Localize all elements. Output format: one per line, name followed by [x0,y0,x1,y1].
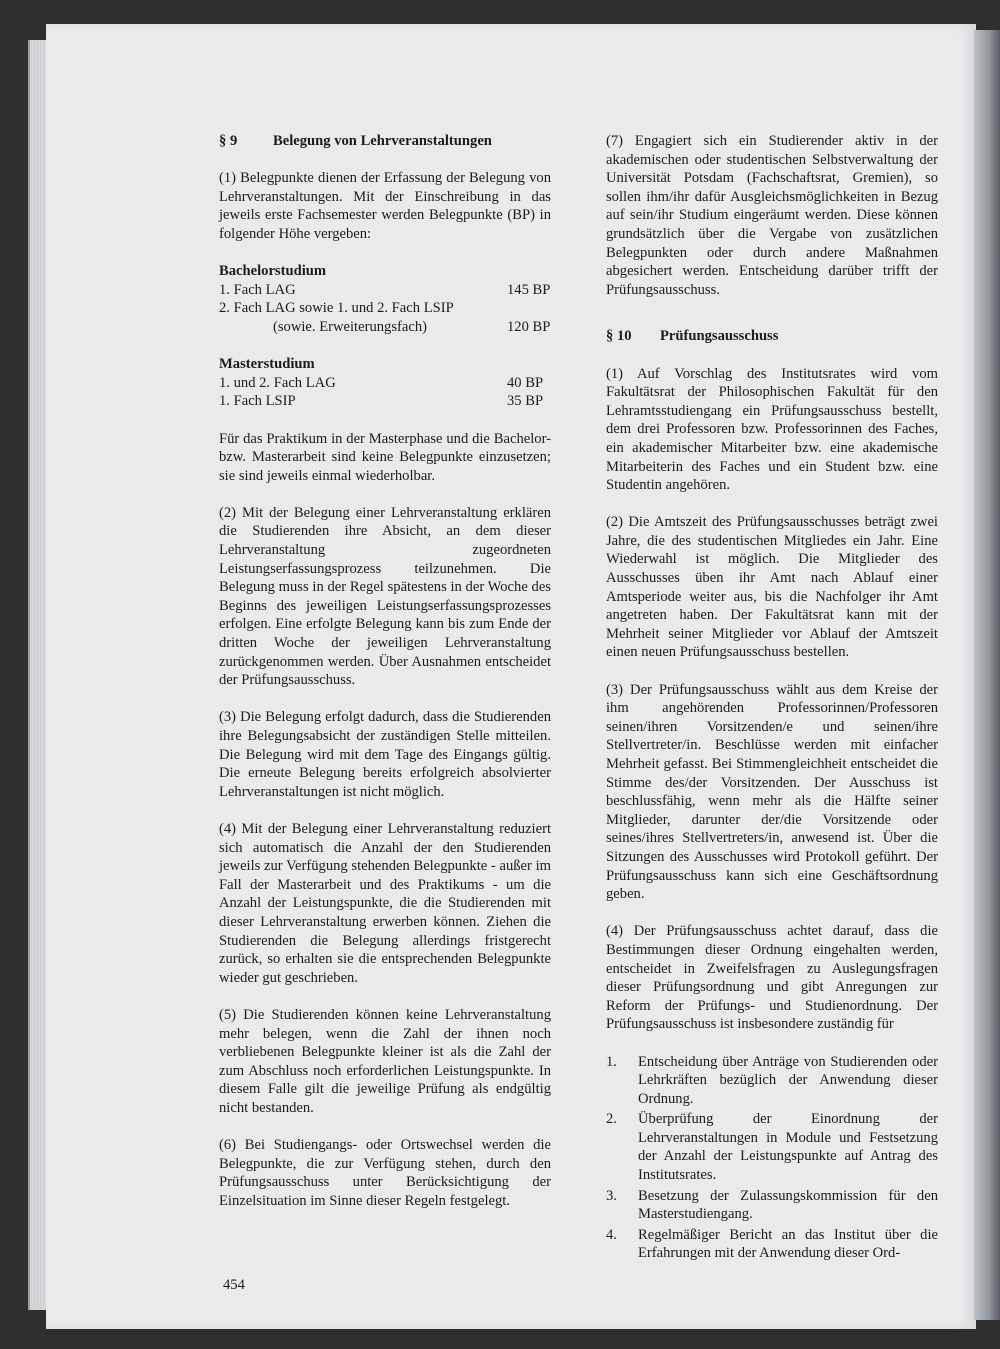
paragraph: (7) Engagiert sich ein Studierender aktiv in der akademischen oder studentischen Selbstverwaltung der Universität Potsdam (Fachschaftsrat, Gremien), so sollen ihm/ihr dafür Ausgleichsmöglichkeiten in Bezug auf sein/ihr Studium eingeräumt werden. Diese können grundsätzlich über die Vergabe von zusätzlichen Belegpunkten oder durch andere Maßnahmen abgesichert werden. Entscheidung darüber trifft der Prüfungsausschuss. [606,133,938,298]
list-text: Überprüfung der Einordnung der Lehrveranstaltungen in Module und Festsetzung der Anzahl der Leistungspunkte auf Antrag des Institutsrates. [638,1111,938,1184]
paragraph: (3) Der Prüfungsausschuss wählt aus dem Kreise der ihm angehörenden Professorinnen/Professoren seinen/ihren Vorsitzenden/e und seinen/ihre Stellvertreter/in. Beschlüsse werden mit einfacher Mehrheit gefasst. Bei Stimmengleichheit entscheidet die Stimme des/der Vorsitzenden. Der Ausschuss ist beschlussfähig, wenn mehr als die Hälfte seiner Mitglieder, darunter der/die Vorsitzende oder seines/ihres Stellvertreters/in, anwesend ist. Über die Sitzungen des Ausschusses wird Protokoll geführt. Der Prüfungsausschuss kann sich eine Geschäftsordnung geben. [606,681,938,903]
section-title: Belegung von Lehrveranstaltungen [273,133,492,149]
bp-row [219,374,551,393]
paragraph: (1) Auf Vorschlag des Institutsrates wird vom Fakultätsrat der Philosophischen Fakultät für den Lehramtsstudiengang ein Prüfungsausschuss bestellt, dem drei Professoren bzw. Professorinnen des Faches, ein akademischer Mitarbeiter bzw. eine akademische Mitarbeiterin des Faches und ein Student bzw. eine Studentin angehören. [606,365,938,494]
book-spine-shadow [974,30,1000,1320]
bp-value: 40 BP [507,374,544,391]
list-text: Besetzung der Zulassungskommission für den Masterstudiengang. [638,1187,938,1223]
bp-label: 1. Fach LAG [219,281,296,298]
paragraph: Für das Praktikum in der Masterphase und die Bachelor- bzw. Masterarbeit sind keine Belegpunkte einzusetzen; sie sind jeweils einmal wiederholbar. [219,430,551,484]
list-number: 4. [606,1226,617,1243]
list-number: 3. [606,1187,617,1204]
paragraph: (3) Die Belegung erfolgt dadurch, dass die Studierenden ihre Belegungsabsicht der zuständigen Stelle mitteilen. Die Belegung wird mit dem Tage des Eingangs gültig. Die erneute Belegung bereits erfolgreich absolvierter Lehrveranstaltungen ist nicht möglich. [219,709,551,800]
paragraph: (4) Mit der Belegung einer Lehrveranstaltung reduziert sich automatisch die Anzahl der den Studierenden jeweils zur Verfügung stehenden Belegpunkte - außer im Fall der Masterarbeit und des Praktikums - um die Anzahl der Leistungspunkte, die die Studierenden mit dieser Lehrveranstaltung erwerben können. Ziehen die Studierenden die Belegung allerdings fristgerecht zurück, so erhalten sie die entsprechenden Belegpunkte wieder gut geschrieben. [219,820,551,986]
bachelor-title: Bachelorstudium [219,263,327,280]
paragraph: (4) Der Prüfungsausschuss achtet darauf, dass die Bestimmungen dieser Ordnung eingehalten werden, entscheidet in Zweifelsfragen zu Auslegungsfragen dieser Prüfungsordnung und gibt Anregungen zur Reform der Prüfungs- und Studienordnung. Der Prüfungsausschuss ist insbesondere zuständig für [606,923,938,1033]
bp-value: 35 BP [507,393,544,410]
bp-label: 1. und 2. Fach LAG [219,374,336,391]
section-9-heading [219,132,551,151]
paragraph: (2) Mit der Belegung einer Lehrveranstaltung erklären die Studierenden ihre Absicht, an dem dieser Lehrveranstaltung zugeordneten Leistungserfassungsprozess teilzunehmen. Die Belegung muss in der Regel spätestens in der Woche des Beginns des jeweiligen Leistungserfassungsprozesses erfolgen. Eine erfolgte Belegung kann bis zum Ende der dritten Woche der jeweiligen Lehrveranstaltung zurückgenommen werden. Über Ausnahmen entscheidet der Prüfungsausschuss. [219,504,551,689]
master-title: Masterstudium [219,356,315,373]
page-number: 454 [223,1277,245,1293]
list-item [606,1053,938,1109]
section-10-heading [606,327,938,346]
right-column [606,132,938,1265]
list-item [606,1187,938,1224]
paragraph: (5) Die Studierenden können keine Lehrveranstaltung mehr belegen, wenn die Zahl der ihnen noch verbliebenen Belegpunkte kleiner ist als die Zahl der zum Abschluss noch erforderlichen Leistungspunkte. In diesem Falle gilt die jeweilige Prüfung als endgültig nicht bestanden. [219,1006,551,1116]
section-title: Prüfungsausschuss [660,328,779,345]
bp-value [507,299,551,318]
master-block [219,355,551,411]
section-number: § 10 [606,328,632,345]
bp-row [219,281,551,300]
section-number: § 9 [219,133,238,149]
list-item [606,1110,938,1184]
bp-value: 120 BP [507,318,551,335]
list-text: Entscheidung über Anträge von Studierenden oder Lehrkräften bezüglich der Anwendung dieser Ordnung. [638,1053,938,1107]
bachelor-block [219,262,551,336]
bp-value: 145 BP [507,281,551,298]
duties-list [606,1053,938,1264]
list-number: 2. [606,1111,617,1128]
paragraph: (6) Bei Studiengangs- oder Ortswechsel werden die Belegpunkte, die zur Verfügung stehen, durch den Prüfungsausschuss unter Berücksichtigung der Einzelsituation im Sinne dieser Regeln festgelegt. [219,1137,551,1209]
list-text: Regelmäßiger Bericht an das Institut über die Erfahrungen mit der Anwendung dieser Ord- [638,1226,938,1262]
bp-row [219,392,551,411]
list-item [606,1226,938,1263]
bp-row [219,318,551,337]
paragraph: (2) Die Amtszeit des Prüfungsausschusses beträgt zwei Jahre, die des studentischen Mitgliedes ein Jahr. Eine Wiederwahl ist möglich. Die Mitglieder des Ausschusses üben ihr Amt nach Ablauf einer Amtsperiode weiter aus, bis die Nachfolger ihr Amt angetreten haben. Der Fakultätsrat kann mit der Mehrheit seiner Mitglieder vor Ablauf der Amtszeit einen neuen Prüfungsausschuss bestellen. [606,514,938,661]
paragraph: (1) Belegpunkte dienen der Erfassung der Belegung von Lehrveranstaltungen. Mit der Einschreibung in das jeweils erste Fachsemester werden Belegpunkte (BP) in folgender Höhe vergeben: [219,170,551,242]
left-column [219,132,551,1229]
list-number: 1. [606,1053,617,1070]
bp-label: 2. Fach LAG sowie 1. und 2. Fach LSIP [219,300,454,317]
bp-label: 1. Fach LSIP [219,393,296,410]
bp-label: (sowie. Erweiterungsfach) [273,318,427,335]
bp-row [219,299,551,318]
